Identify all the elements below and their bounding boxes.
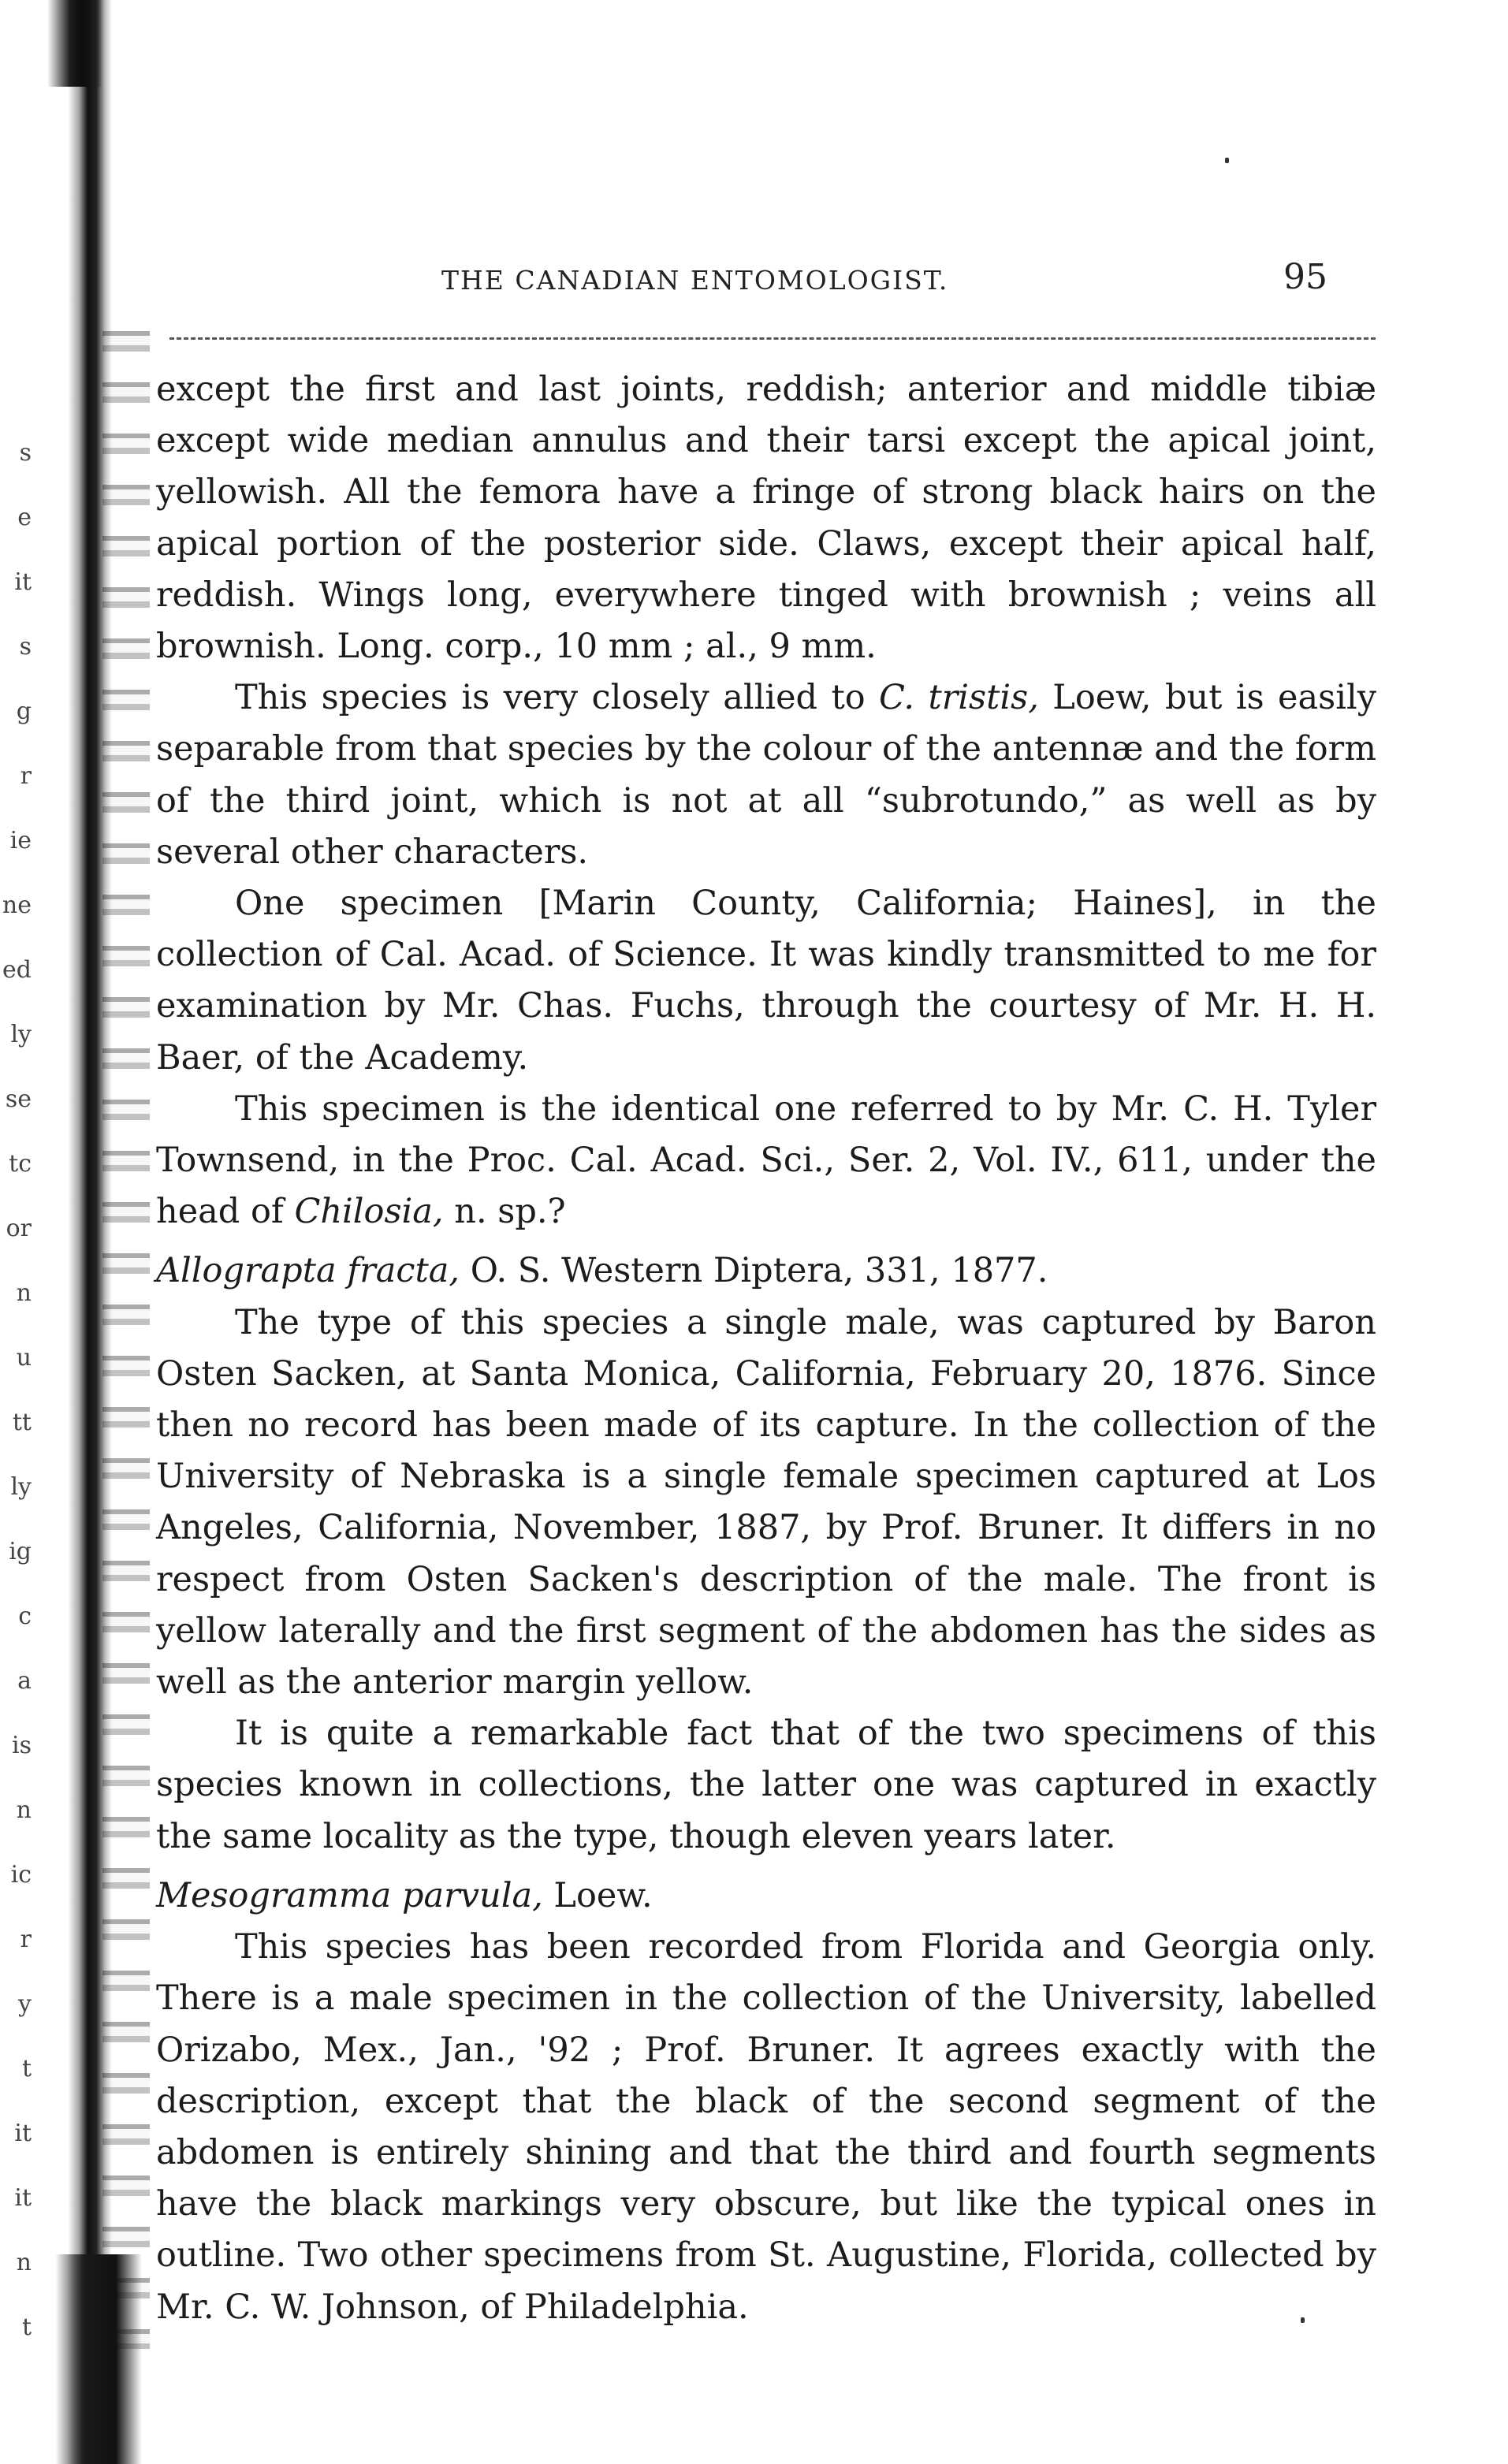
margin-bleed-fragment: ne — [2, 891, 32, 919]
margin-bleed-fragment: e — [17, 504, 32, 531]
species-heading — [156, 1245, 1376, 1297]
text-run: Loew. — [542, 1875, 653, 1915]
species-name: Allograpta fracta, — [156, 1251, 460, 1291]
paragraph: This species has been recorded from Florida and Georgia only. There is a male specimen in the collection of the University, labelled Orizabo, Mex., Jan., '92 ; Prof. Bruner. It agrees exactly with the description, except that the black of the second segment of the abdomen is entirely shining and that the third and fourth segments have the black markings very obscure, but like the typical ones in outline. Two other specimens from St. Augustine, Florida, collected by Mr. C. W. Johnson, of Philadelphia. — [156, 1927, 1376, 2327]
margin-bleed-fragment: ic — [10, 1861, 32, 1889]
margin-bleed-fragment: t — [21, 2055, 32, 2082]
margin-bleed-fragment: s — [19, 633, 32, 661]
species-heading — [156, 1870, 1376, 1922]
margin-bleed-fragment: is — [12, 1732, 32, 1759]
scan-gutter — [0, 0, 169, 2464]
paragraph — [156, 672, 1376, 878]
text-run: Loew, but is easily separable from that species by the colour of the antennæ and the form of the third joint, which is not at all “subrotundo,” as well as by several other characters. — [156, 678, 1376, 872]
margin-bleed-fragment: or — [6, 1215, 32, 1242]
margin-bleed-fragment: it — [14, 2120, 32, 2147]
text-run: This specimen is the identical one referred to by Mr. C. H. Tyler Townsend, in the Proc. Cal. Acad. Sci., Ser. 2, Vol. IV., 611, under the head of — [156, 1089, 1376, 1232]
ink-speck — [1225, 158, 1229, 163]
margin-bleed-fragment: it — [14, 2184, 32, 2212]
margin-bleed-fragment: it — [14, 568, 32, 596]
margin-bleed-fragment: ed — [2, 956, 32, 984]
margin-bleed-fragment: s — [19, 439, 32, 467]
margin-bleed-fragment: c — [18, 1602, 32, 1630]
paragraph: One specimen [Marin County, California; Haines], in the collection of Cal. Acad. of Science. It was kindly transmitted to me for examination by Mr. Chas. Fuchs, through the courtesy of Mr. H. H. Baer, of the Academy. — [156, 884, 1376, 1078]
text-run: O. S. Western Diptera, 331, 1877. — [460, 1251, 1048, 1291]
margin-bleed-fragment: se — [5, 1085, 32, 1113]
body-text — [156, 364, 1376, 2333]
binding-speckle — [102, 331, 150, 2349]
page-number: 95 — [1283, 257, 1327, 297]
margin-bleed-fragment: u — [16, 1344, 32, 1372]
species-name: C. tristis, — [879, 678, 1039, 718]
margin-bleed-fragment: r — [20, 1926, 32, 1953]
header-rule — [169, 337, 1376, 340]
margin-bleed-fragment: ly — [10, 1021, 32, 1048]
paragraph — [156, 1084, 1376, 1238]
genus-name: Chilosia, — [294, 1192, 444, 1232]
margin-bleed-fragment: n — [16, 2249, 32, 2276]
margin-bleed-fragment: y — [18, 1990, 32, 2018]
margin-bleed-fragment: ie — [9, 827, 32, 854]
margin-bleed-fragment: n — [16, 1279, 32, 1307]
paragraph: The type of this species a single male, was captured by Baron Osten Sacken, at Santa Monica, California, February 20, 1876. Since then no record has been made of its capture. In the collection of the University of Nebraska is a single female specimen captured at Los Angeles, California, November, 1887, by Prof. Bruner. It differs in no respect from Osten Sacken's description of the male. The front is yellow laterally and the first segment of the abdomen has the sides as well as the anterior margin yellow. — [156, 1302, 1376, 1703]
paragraph: except the first and last joints, reddish; anterior and middle tibiæ except wide median annulus and their tarsi except the apical joint, yellowish. All the femora have a fringe of strong black hairs on the apical portion of the posterior side. Claws, except their apical half, reddish. Wings long, everywhere tinged with brownish ; veins all brownish. Long. corp., 10 mm ; al., 9 mm. — [156, 370, 1376, 667]
margin-bleed-fragment: ig — [9, 1538, 32, 1565]
margin-bleed-fragment: a — [17, 1667, 32, 1695]
margin-bleed-fragment: tc — [9, 1150, 32, 1178]
margin-bleed-fragment: ly — [10, 1473, 32, 1501]
paragraph: It is quite a remarkable fact that of the two specimens of this species known in collections, the latter one was captured in exactly the same locality as the type, though eleven years later. — [156, 1714, 1376, 1856]
text-run: n. sp.? — [443, 1192, 566, 1232]
margin-bleed-fragment: t — [21, 2313, 32, 2341]
margin-bleed-fragment: tt — [12, 1409, 32, 1436]
species-name: Mesogramma parvula, — [156, 1875, 543, 1915]
margin-bleed-fragment: g — [16, 698, 32, 725]
text-run: This species is very closely allied to — [235, 678, 880, 718]
running-head: THE CANADIAN ENTOMOLOGIST. — [441, 265, 949, 296]
binding-shadow-bottom — [55, 2254, 142, 2464]
margin-bleed-fragment: r — [20, 762, 32, 790]
margin-bleed-fragment: n — [16, 1796, 32, 1824]
